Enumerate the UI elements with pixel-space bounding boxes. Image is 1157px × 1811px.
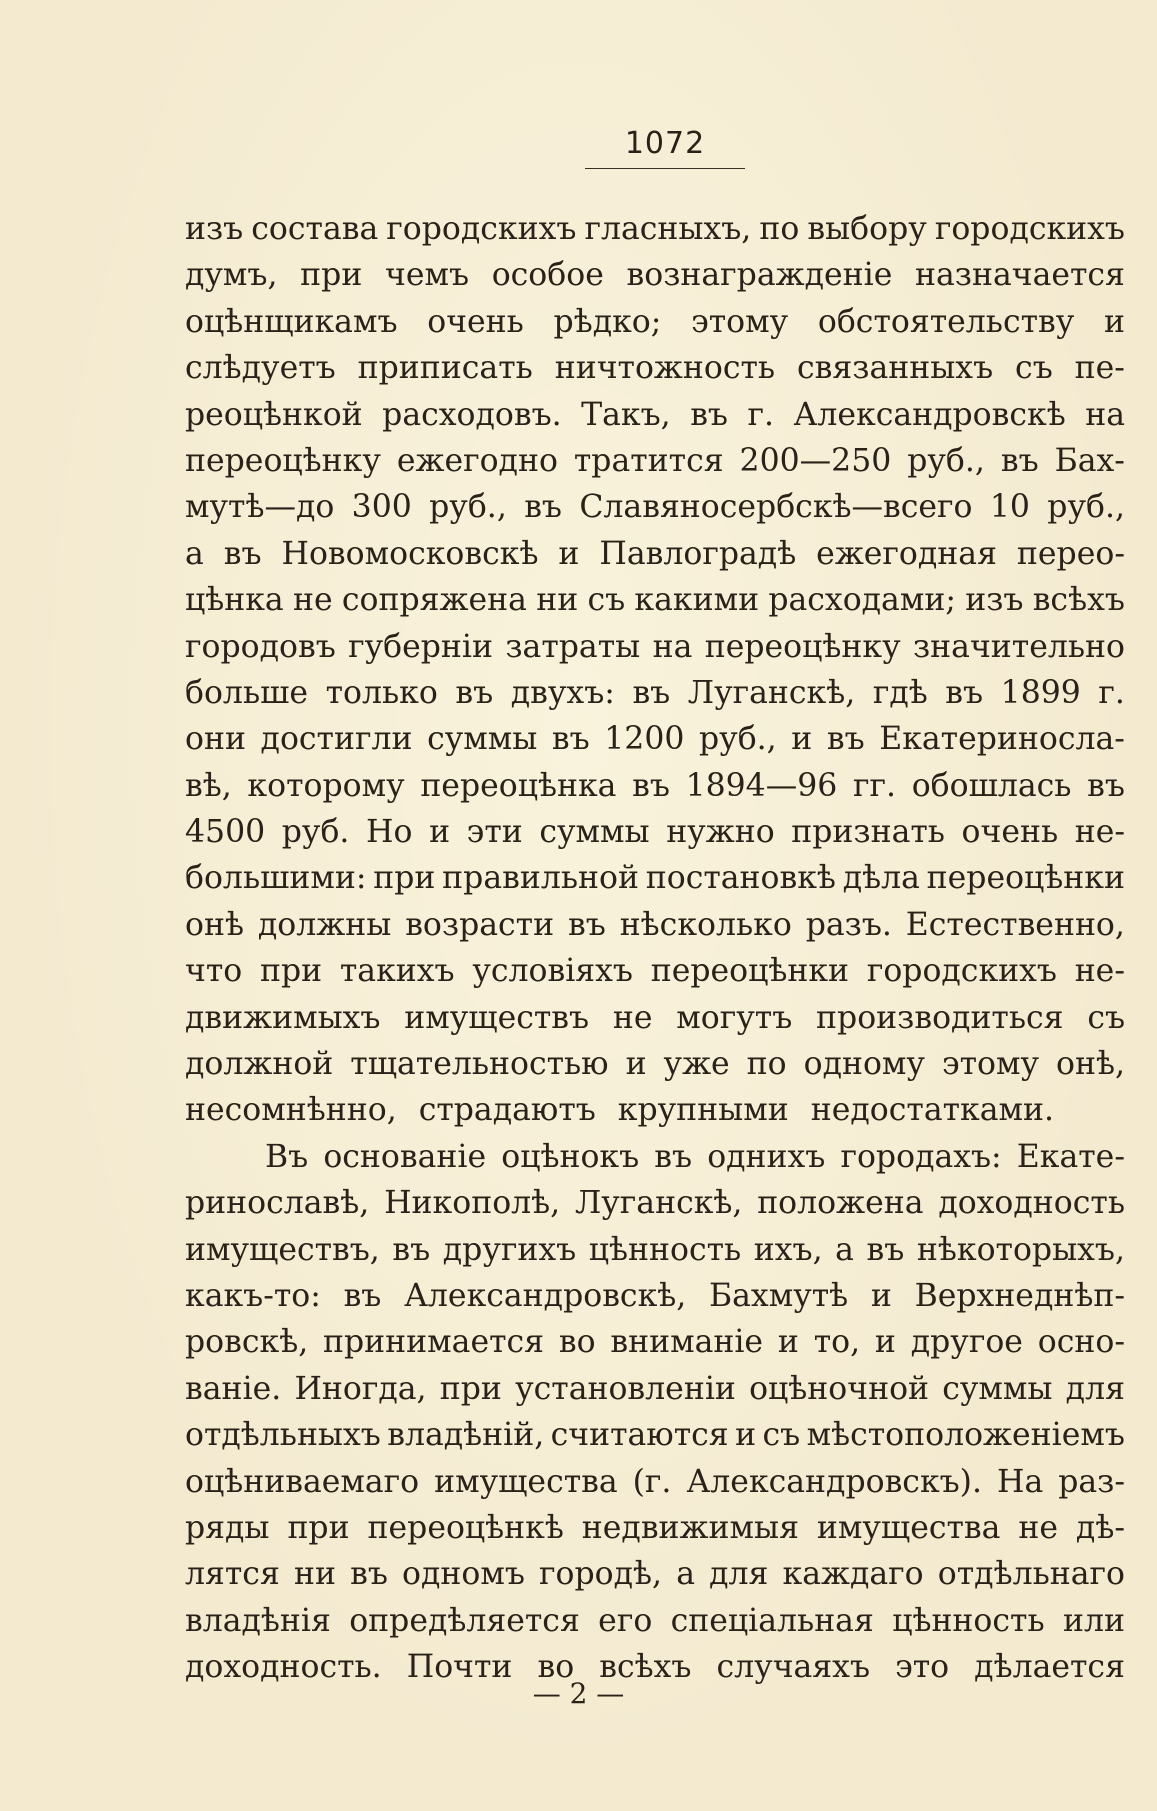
text-line: больше только въ двухъ: въ Луганскѣ, гдѣ въ 1899 г. [185,674,1125,711]
text-line: изъ состава городскихъ гласныхъ, по выбору городскихъ [185,211,1125,247]
body-text [185,206,1125,1691]
text-line: что при такихъ условіяхъ переоцѣнки городскихъ не- [185,953,1125,990]
page-header [585,126,745,169]
text-line: переоцѣнку ежегодно тратится 200—250 руб., въ Бах- [185,442,1125,479]
text-line: вѣ, которому переоцѣнка въ 1894—96 гг. обошлась въ [185,767,1125,804]
text-line: ряды при переоцѣнкѣ недвижимыя имущества не дѣ- [185,1509,1125,1546]
text-line: лятся ни въ одномъ городѣ, а для каждаго отдѣльнаго [185,1556,1125,1593]
text-line: онѣ должны возрасти въ нѣсколько разъ. Естественно, [185,906,1125,943]
text-line: отдѣльныхъ владѣній, считаются и съ мѣстоположеніемъ [185,1417,1125,1454]
text-line: слѣдуетъ приписать ничтожность связанныхъ съ пе- [185,350,1125,387]
text-line: какъ-то: въ Александровскѣ, Бахмутѣ и Верхнеднѣп- [185,1277,1125,1314]
text-line: 4500 руб. Но и эти суммы нужно признать очень не- [185,814,1125,851]
text-line: мутѣ—до 300 руб., въ Славяносербскѣ—всего 10 руб., [185,489,1125,526]
text-line: оцѣнщикамъ очень рѣдко; этому обстоятельству и [185,303,1125,340]
text-line: они достигли суммы въ 1200 руб., и въ Екатериносла- [185,721,1125,758]
text-line: движимыхъ имуществъ не могутъ производиться съ [185,999,1125,1036]
text-line: имуществъ, въ другихъ цѣнность ихъ, а въ нѣкоторыхъ, [185,1231,1125,1268]
text-line: ринославѣ, Никополѣ, Луганскѣ, положена доходность [185,1185,1125,1222]
text-line: думъ, при чемъ особое вознагражденіе назначается [185,257,1125,294]
text-line: оцѣниваемаго имущества (г. Александровскъ). На раз- [185,1463,1125,1500]
text-line: ровскѣ, принимается во вниманіе и то, и другое осно- [185,1324,1125,1361]
text-line: доходность. Почти во всѣхъ случаяхъ это дѣлается [185,1649,1125,1686]
text-line: владѣнія опредѣляется его спеціальная цѣнность или [185,1602,1125,1639]
text-line: должной тщательностью и уже по одному этому онѣ, [185,1046,1125,1083]
text-line: реоцѣнкой расходовъ. Такъ, въ г. Александровскѣ на [185,396,1125,433]
page-number: 1072 [624,126,706,161]
text-line: городовъ губерніи затраты на переоцѣнку значительно [185,628,1125,665]
text-line: несомнѣнно, страдаютъ крупными недостатками. [185,1092,1054,1129]
text-line: цѣнка не сопряжена ни съ какими расходами; изъ всѣхъ [185,582,1125,619]
text-line: ваніе. Иногда, при установленіи оцѣночной суммы для [185,1370,1125,1407]
text-line: Въ основаніе оцѣнокъ въ однихъ городахъ: Екате- [265,1138,1125,1175]
text-line: а въ Новомосковскѣ и Павлоградѣ ежегодная перео- [185,535,1125,572]
header-rule [585,168,745,169]
signature-mark: — 2 — [532,1677,625,1710]
text-line: большими: при правильной постановкѣ дѣла переоцѣнки [185,860,1125,897]
